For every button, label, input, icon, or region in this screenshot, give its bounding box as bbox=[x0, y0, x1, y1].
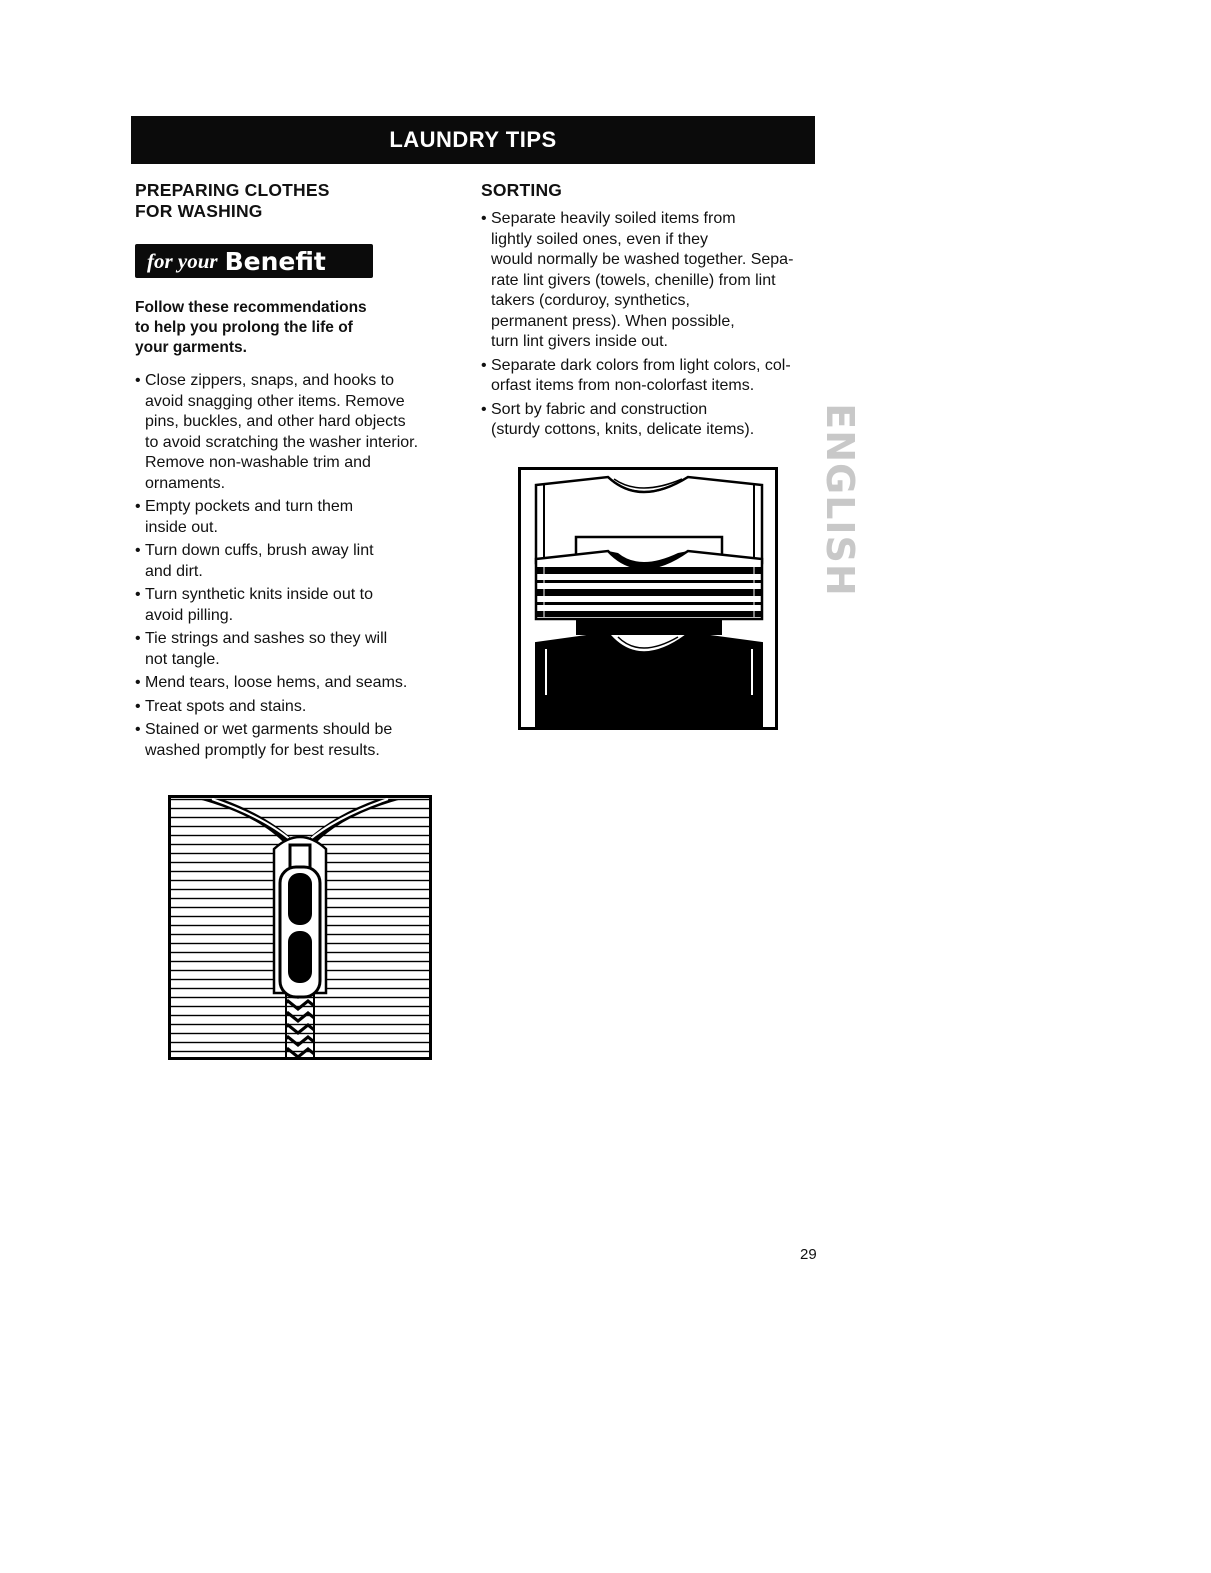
tip-line: washed promptly for best results. bbox=[145, 741, 380, 759]
tip-line: and dirt. bbox=[145, 562, 203, 580]
list-item bbox=[135, 673, 465, 694]
language-side-tab bbox=[810, 403, 870, 597]
sorting-heading: SORTING bbox=[481, 180, 563, 200]
list-item bbox=[481, 400, 836, 441]
tip-line: • Empty pockets and turn them bbox=[145, 498, 354, 515]
preparing-clothes-heading bbox=[135, 180, 465, 222]
recommend-line: your garments. bbox=[135, 339, 247, 356]
tip-line: not tangle. bbox=[145, 650, 220, 668]
page-number: 29 bbox=[800, 1246, 817, 1263]
sorted-shirts-illustration bbox=[518, 467, 778, 730]
banner-title: LAUNDRY TIPS bbox=[389, 127, 557, 152]
tip-line: rate lint givers (towels, chenille) from lint bbox=[491, 271, 776, 289]
sorting-tips-list bbox=[481, 209, 836, 441]
list-item bbox=[135, 720, 465, 761]
tip-line: • Tie strings and sashes so they will bbox=[145, 630, 388, 647]
tip-line: ornaments. bbox=[145, 474, 226, 492]
tip-line: pins, buckles, and other hard objects bbox=[145, 413, 406, 430]
tip-line: • Treat spots and stains. bbox=[145, 697, 307, 715]
tip-line: • Separate heavily soiled items from bbox=[491, 210, 736, 227]
tip-line: turn lint givers inside out. bbox=[491, 333, 668, 350]
list-item bbox=[135, 371, 465, 494]
list-item bbox=[135, 541, 465, 582]
list-item bbox=[481, 209, 836, 353]
recommend-line: to help you prolong the life of bbox=[135, 319, 353, 336]
list-item bbox=[135, 585, 465, 626]
list-item bbox=[135, 629, 465, 670]
tip-line: orfast items from non-colorfast items. bbox=[491, 377, 755, 394]
section-banner bbox=[131, 116, 815, 164]
tip-line: to avoid scratching the washer interior. bbox=[145, 433, 419, 451]
tip-line: permanent press). When possible, bbox=[491, 312, 735, 330]
tip-line: inside out. bbox=[145, 518, 218, 536]
language-tab-label: ENGLISH bbox=[818, 403, 862, 597]
tip-line: (sturdy cottons, knits, delicate items). bbox=[491, 421, 755, 438]
tip-line: • Mend tears, loose hems, and seams. bbox=[145, 674, 408, 691]
tip-line: • Turn synthetic knits inside out to bbox=[145, 586, 373, 603]
tip-line: • Sort by fabric and construction bbox=[491, 400, 708, 418]
sorting-section bbox=[481, 180, 836, 444]
benefit-logo-small-text: for your bbox=[147, 248, 218, 273]
for-your-benefit-logo bbox=[135, 244, 373, 278]
list-item bbox=[481, 356, 836, 397]
tip-line: avoid snagging other items. Remove bbox=[145, 392, 405, 410]
heading-line: FOR WASHING bbox=[135, 201, 263, 221]
preparing-clothes-section bbox=[135, 180, 465, 764]
benefit-logo-big-text: Benefit bbox=[224, 246, 326, 276]
tip-line: • Separate dark colors from light colors, col- bbox=[491, 356, 791, 374]
tip-line: Remove non-washable trim and bbox=[145, 454, 371, 471]
recommend-line: Follow these recommendations bbox=[135, 299, 367, 316]
zipper-illustration bbox=[168, 795, 432, 1060]
heading-line: PREPARING CLOTHES bbox=[135, 180, 330, 200]
tip-line: lightly soiled ones, even if they bbox=[491, 230, 709, 248]
preparing-tips-list bbox=[135, 371, 465, 761]
tip-line: • Turn down cuffs, brush away lint bbox=[145, 542, 374, 559]
tip-line: avoid pilling. bbox=[145, 606, 234, 624]
tip-line: • Close zippers, snaps, and hooks to bbox=[145, 372, 395, 389]
list-item bbox=[135, 497, 465, 538]
tip-line: • Stained or wet garments should be bbox=[145, 721, 393, 738]
tip-line: would normally be washed together. Sepa- bbox=[491, 251, 794, 268]
list-item bbox=[135, 697, 465, 718]
recommendation-intro bbox=[135, 298, 465, 358]
tip-line: takers (corduroy, synthetics, bbox=[491, 292, 690, 309]
